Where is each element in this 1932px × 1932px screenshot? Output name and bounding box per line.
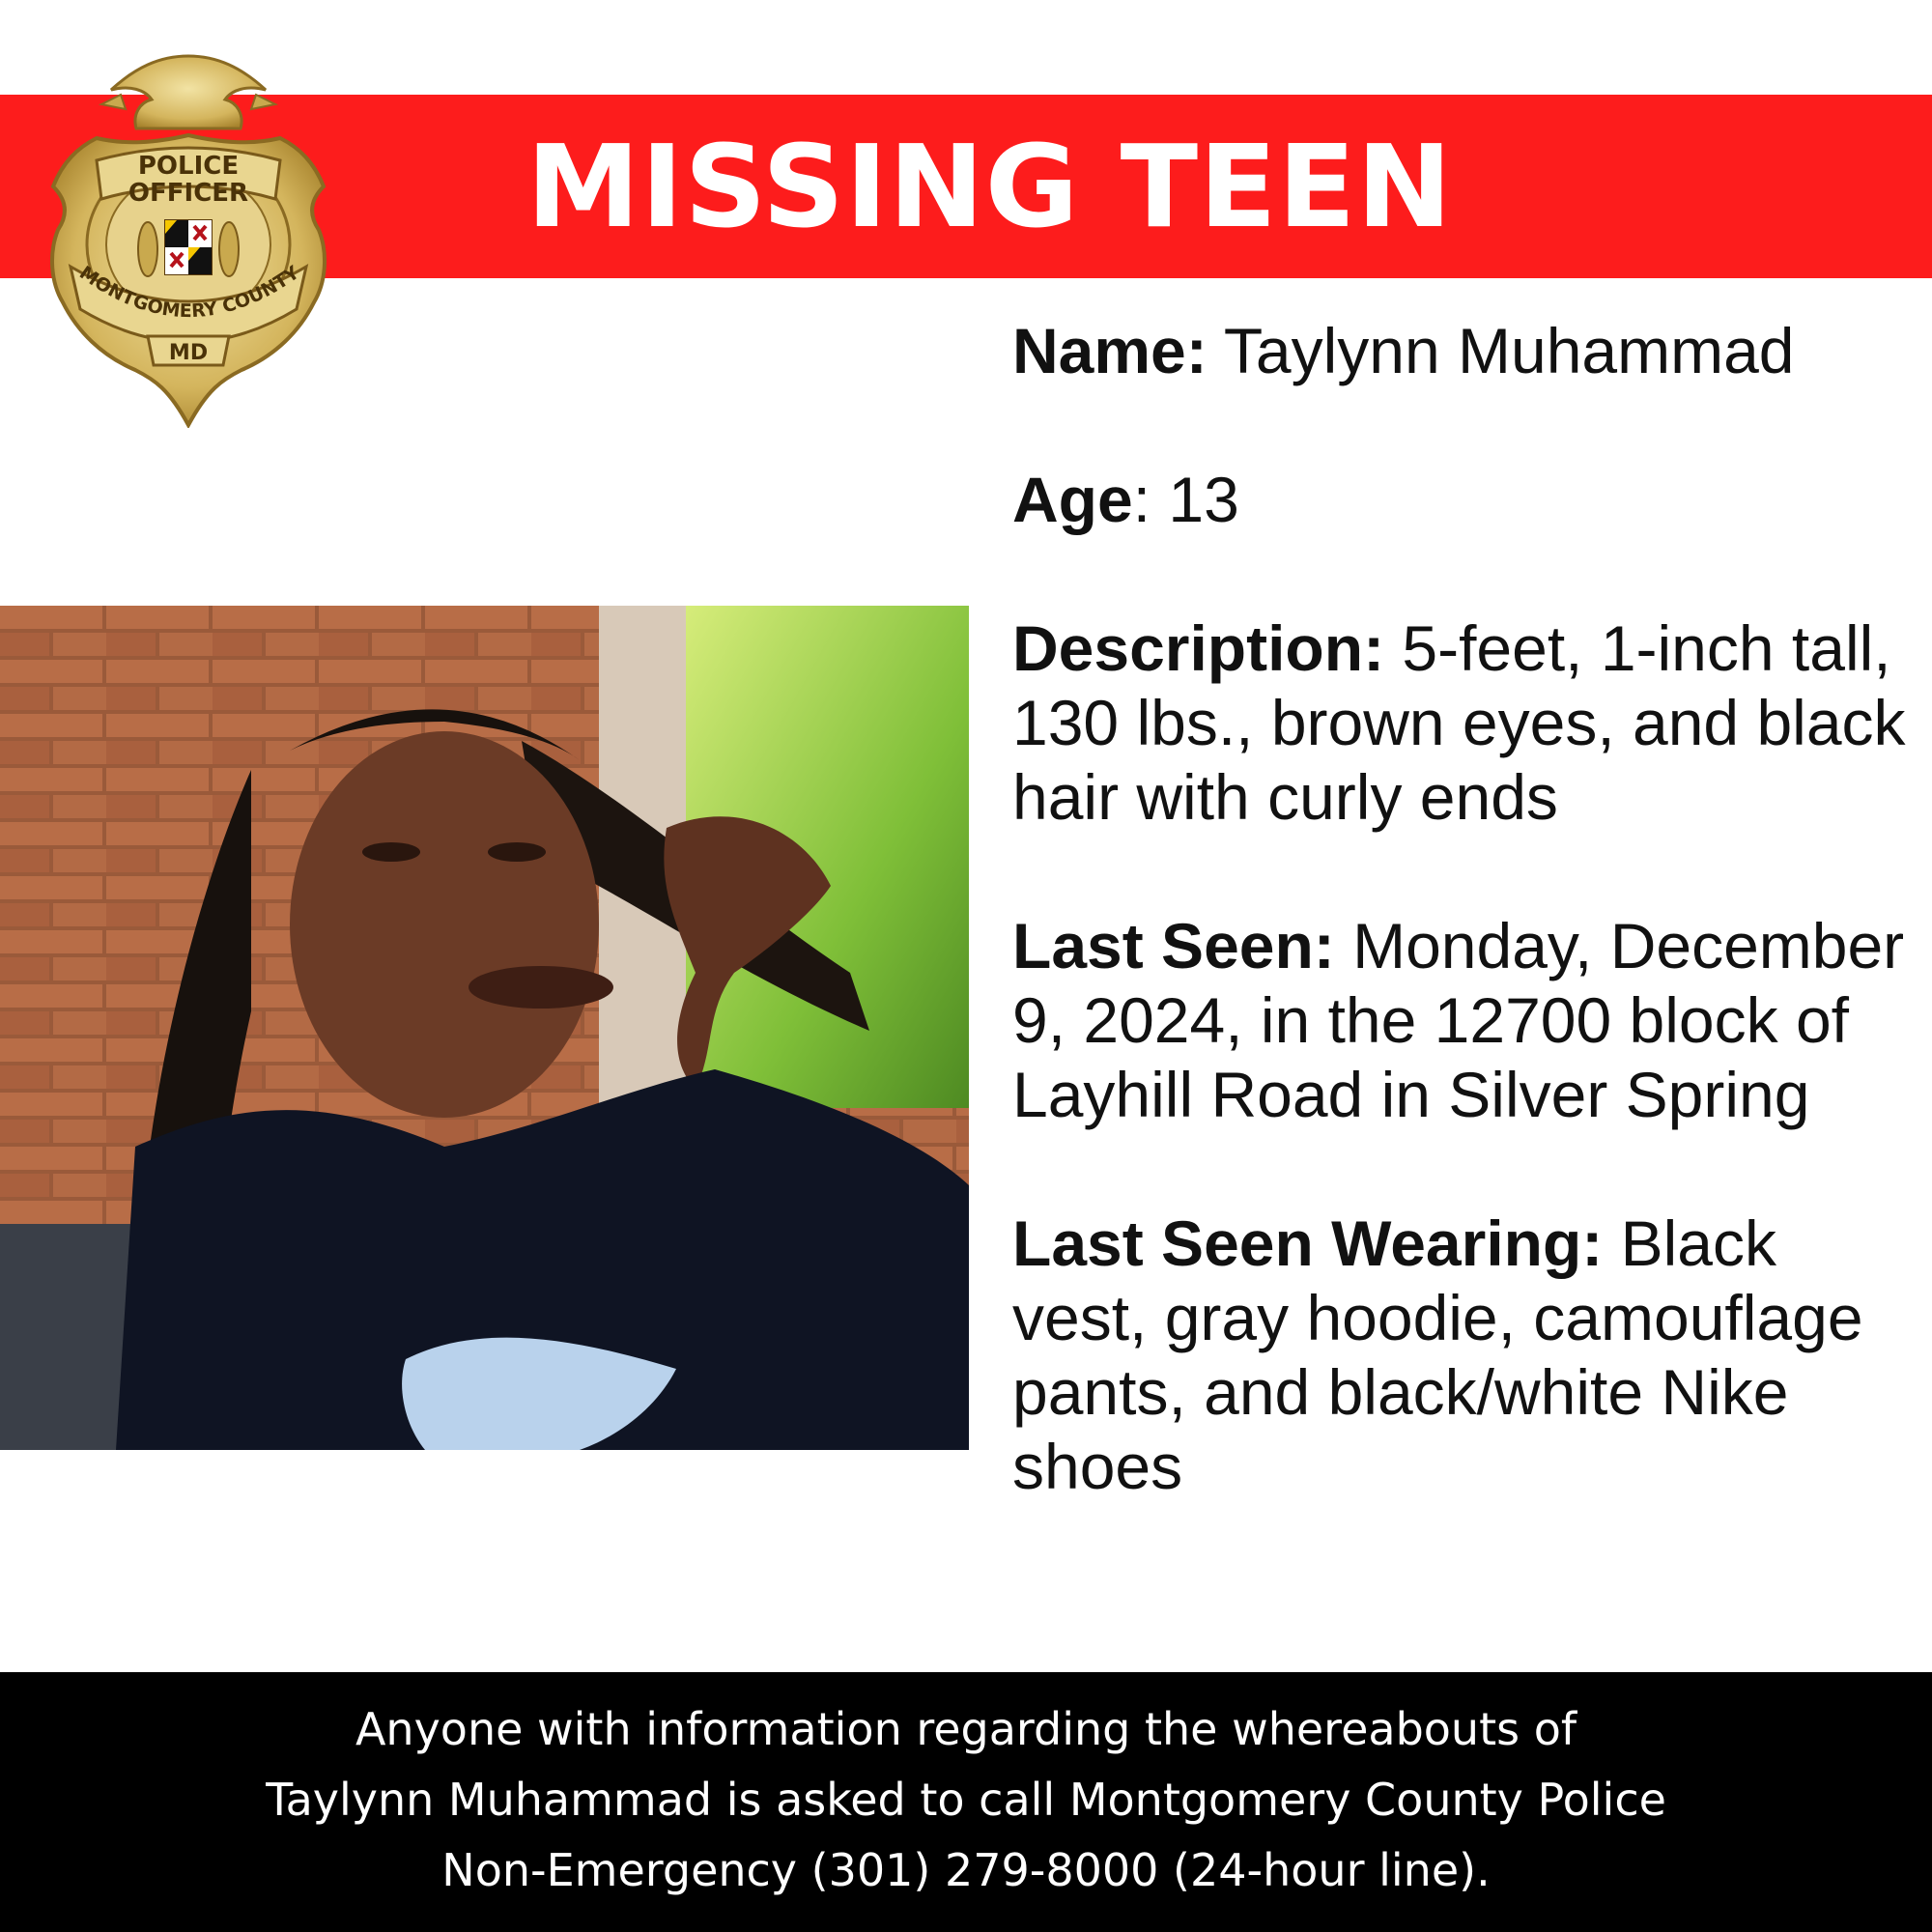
footer-line-2: Taylynn Muhammad is asked to call Montgomery County Police xyxy=(266,1774,1666,1826)
badge-text-county: MONTGOMERY COUNTY xyxy=(75,262,303,323)
footer-line-3: Non-Emergency (301) 279-8000 (24-hour line). xyxy=(441,1844,1491,1896)
badge-text-police: POLICE xyxy=(137,152,240,181)
last-seen-wearing-label: Last Seen Wearing: xyxy=(1012,1208,1604,1279)
badge-text-md: MD xyxy=(168,341,209,365)
name-field xyxy=(1012,314,1911,388)
description-label: Description: xyxy=(1012,612,1385,684)
name-label: Name: xyxy=(1012,315,1208,386)
police-badge-logo xyxy=(43,46,333,428)
last-seen-value: Monday, December 9, 2024, in the 12700 block of Layhill Road in Silver Spring xyxy=(1012,910,1905,1130)
missing-person-photo xyxy=(0,606,969,1450)
person-photo-image xyxy=(0,606,969,1450)
description-field xyxy=(1012,611,1911,835)
name-value: Taylynn Muhammad xyxy=(1223,315,1795,386)
last-seen-wearing-field xyxy=(1012,1207,1911,1504)
last-seen-label: Last Seen: xyxy=(1012,910,1335,981)
age-field xyxy=(1012,463,1911,537)
age-label: Age xyxy=(1012,464,1133,535)
contact-footer xyxy=(0,1672,1932,1932)
missing-person-details xyxy=(1012,314,1911,1578)
badge-text-officer: OFFICER xyxy=(128,179,249,208)
footer-line-1: Anyone with information regarding the whereabouts of xyxy=(355,1703,1577,1755)
age-value: : 13 xyxy=(1132,464,1239,535)
description-value: 5-feet, 1-inch tall, 130 lbs., brown eyes, and black hair with curly ends xyxy=(1012,612,1906,833)
police-badge-icon xyxy=(43,46,333,428)
last-seen-wearing-value: Black vest, gray hoodie, camouflage pants, and black/white Nike shoes xyxy=(1012,1208,1863,1502)
last-seen-field xyxy=(1012,909,1911,1132)
page-title: MISSING TEEN xyxy=(526,120,1454,253)
